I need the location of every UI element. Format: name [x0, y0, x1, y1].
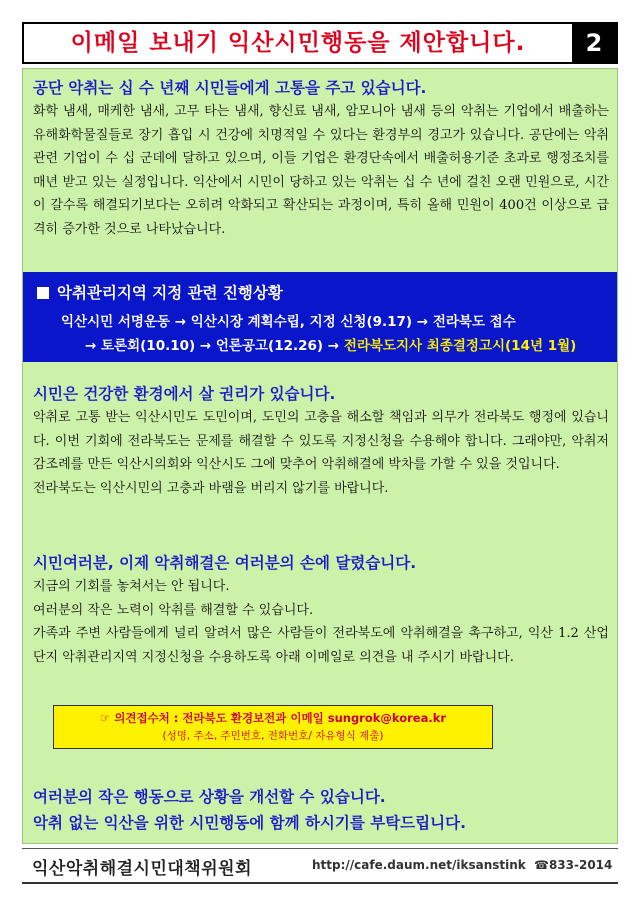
status-line-2 [85, 336, 576, 356]
section-line-2: 여러분의 작은 노력이 악취를 해결할 수 있습니다. [33, 602, 314, 618]
section-citizen-rights [33, 383, 609, 500]
status-line-2-final: 전라북도지사 최종결정고시(14년 1월) [343, 338, 577, 354]
status-box-heading [37, 282, 283, 304]
title-bar [22, 22, 618, 64]
organization-name: 익산악취해결시민대책위원회 [32, 859, 252, 879]
section-body: 악취로 고통 받는 익산시민도 도민이며, 도민의 고충을 해소할 책임과 의무가 전라북도 행정에 있습니다. 이번 기회에 전라북도는 문제를 해결할 수 있도록 지정신청을 수용해야 합니다. 그래야만, 악취저감조례를 만든 익산시의회와 익산시도 그에 맞추어 악취해결에 박차를 가할 수 있을 것입니다. [33, 410, 609, 472]
status-line-1: 익산시민 서명운동 → 익산시장 계획수립, 지정 신청(9.17) → 전라북도 접수 [61, 314, 516, 330]
closing-line-1: 여러분의 작은 행동으로 상황을 개선할 수 있습니다. [33, 788, 386, 806]
section-line-1: 지금의 기회를 놓쳐서는 안 됩니다. [33, 579, 230, 594]
contact-format-note: (성명, 주소, 주민번호, 전화번호/ 자유형식 제출) [162, 730, 384, 742]
section-heading: 공단 악취는 십 수 년째 시민들에게 고통을 주고 있습니다. [33, 79, 427, 97]
page-title: 이메일 보내기 익산시민행동을 제안합니다. [70, 30, 526, 56]
section-heading: 시민은 건강한 환경에서 살 권리가 있습니다. [33, 385, 336, 403]
section-odor-problem [33, 77, 609, 241]
status-heading-text: 악취관리지역 지정 관련 진행상황 [57, 284, 283, 302]
cafe-url: http://cafe.daum.net/iksanstink [312, 858, 526, 872]
section-body-closing: 전라북도는 익산시민의 고충과 바램을 버리지 않기를 바랍니다. [33, 480, 389, 496]
square-bullet-icon [37, 287, 49, 299]
section-heading: 시민여러분, 이제 악취해결은 여러분의 손에 달렸습니다. [33, 554, 417, 572]
closing-line-2: 악취 없는 익산을 위한 시민행동에 함께 하시기를 부탁드립니다. [33, 814, 466, 832]
status-box [23, 272, 617, 362]
closing-message [33, 784, 609, 836]
section-body: 화학 냄새, 매케한 냄새, 고무 타는 냄새, 향신료 냄새, 암모니아 냄새 등의 악취는 기업에서 배출하는 유해화학물질들로 장기 흡입 시 건강에 치명적일 수 있다는 환경부의 경고가 있습니다. 공단에는 악취관련 기업이 수 십 군데에 달하고 있으며, 이들 기업은 환경단속에서 배출허용기준 초과로 행정조치를 매년 받고 있는 실정입니다. 익산에서 시민이 당하고 있는 악취는 십 수 년에 걸친 오랜 민원으로, 시간이 갈수록 해결되기보다는 오히려 악화되고 확산되는 과정이며, 특히 올해 민원이 400건 이상으로 급격히 증가한 것으로 나타났습니다. [33, 104, 609, 237]
section-body-wrap [33, 575, 609, 669]
content-panel [22, 68, 618, 844]
contact-box [53, 705, 493, 749]
page-number: 2 [572, 24, 616, 62]
section-body-wrap [33, 406, 609, 500]
section-call-to-action [33, 552, 609, 669]
phone-number: ☎833-2014 [534, 858, 613, 872]
contact-email-line: ☞ 의견접수처 : 전라북도 환경보전과 이메일 sungrok@korea.kr [99, 711, 447, 725]
status-line-2-steps: → 토론회(10.10) → 언론공고(12.26) → [85, 338, 344, 354]
section-body: 가족과 주변 사람들에게 널리 알려서 많은 사람들이 전라북도에 악취해결을 촉구하고, 익산 1.2 산업단지 악취관리지역 지정신청을 수용하도록 아래 이메일로 의견을 내 주시기 바랍니다. [33, 626, 609, 665]
footer [22, 848, 618, 884]
